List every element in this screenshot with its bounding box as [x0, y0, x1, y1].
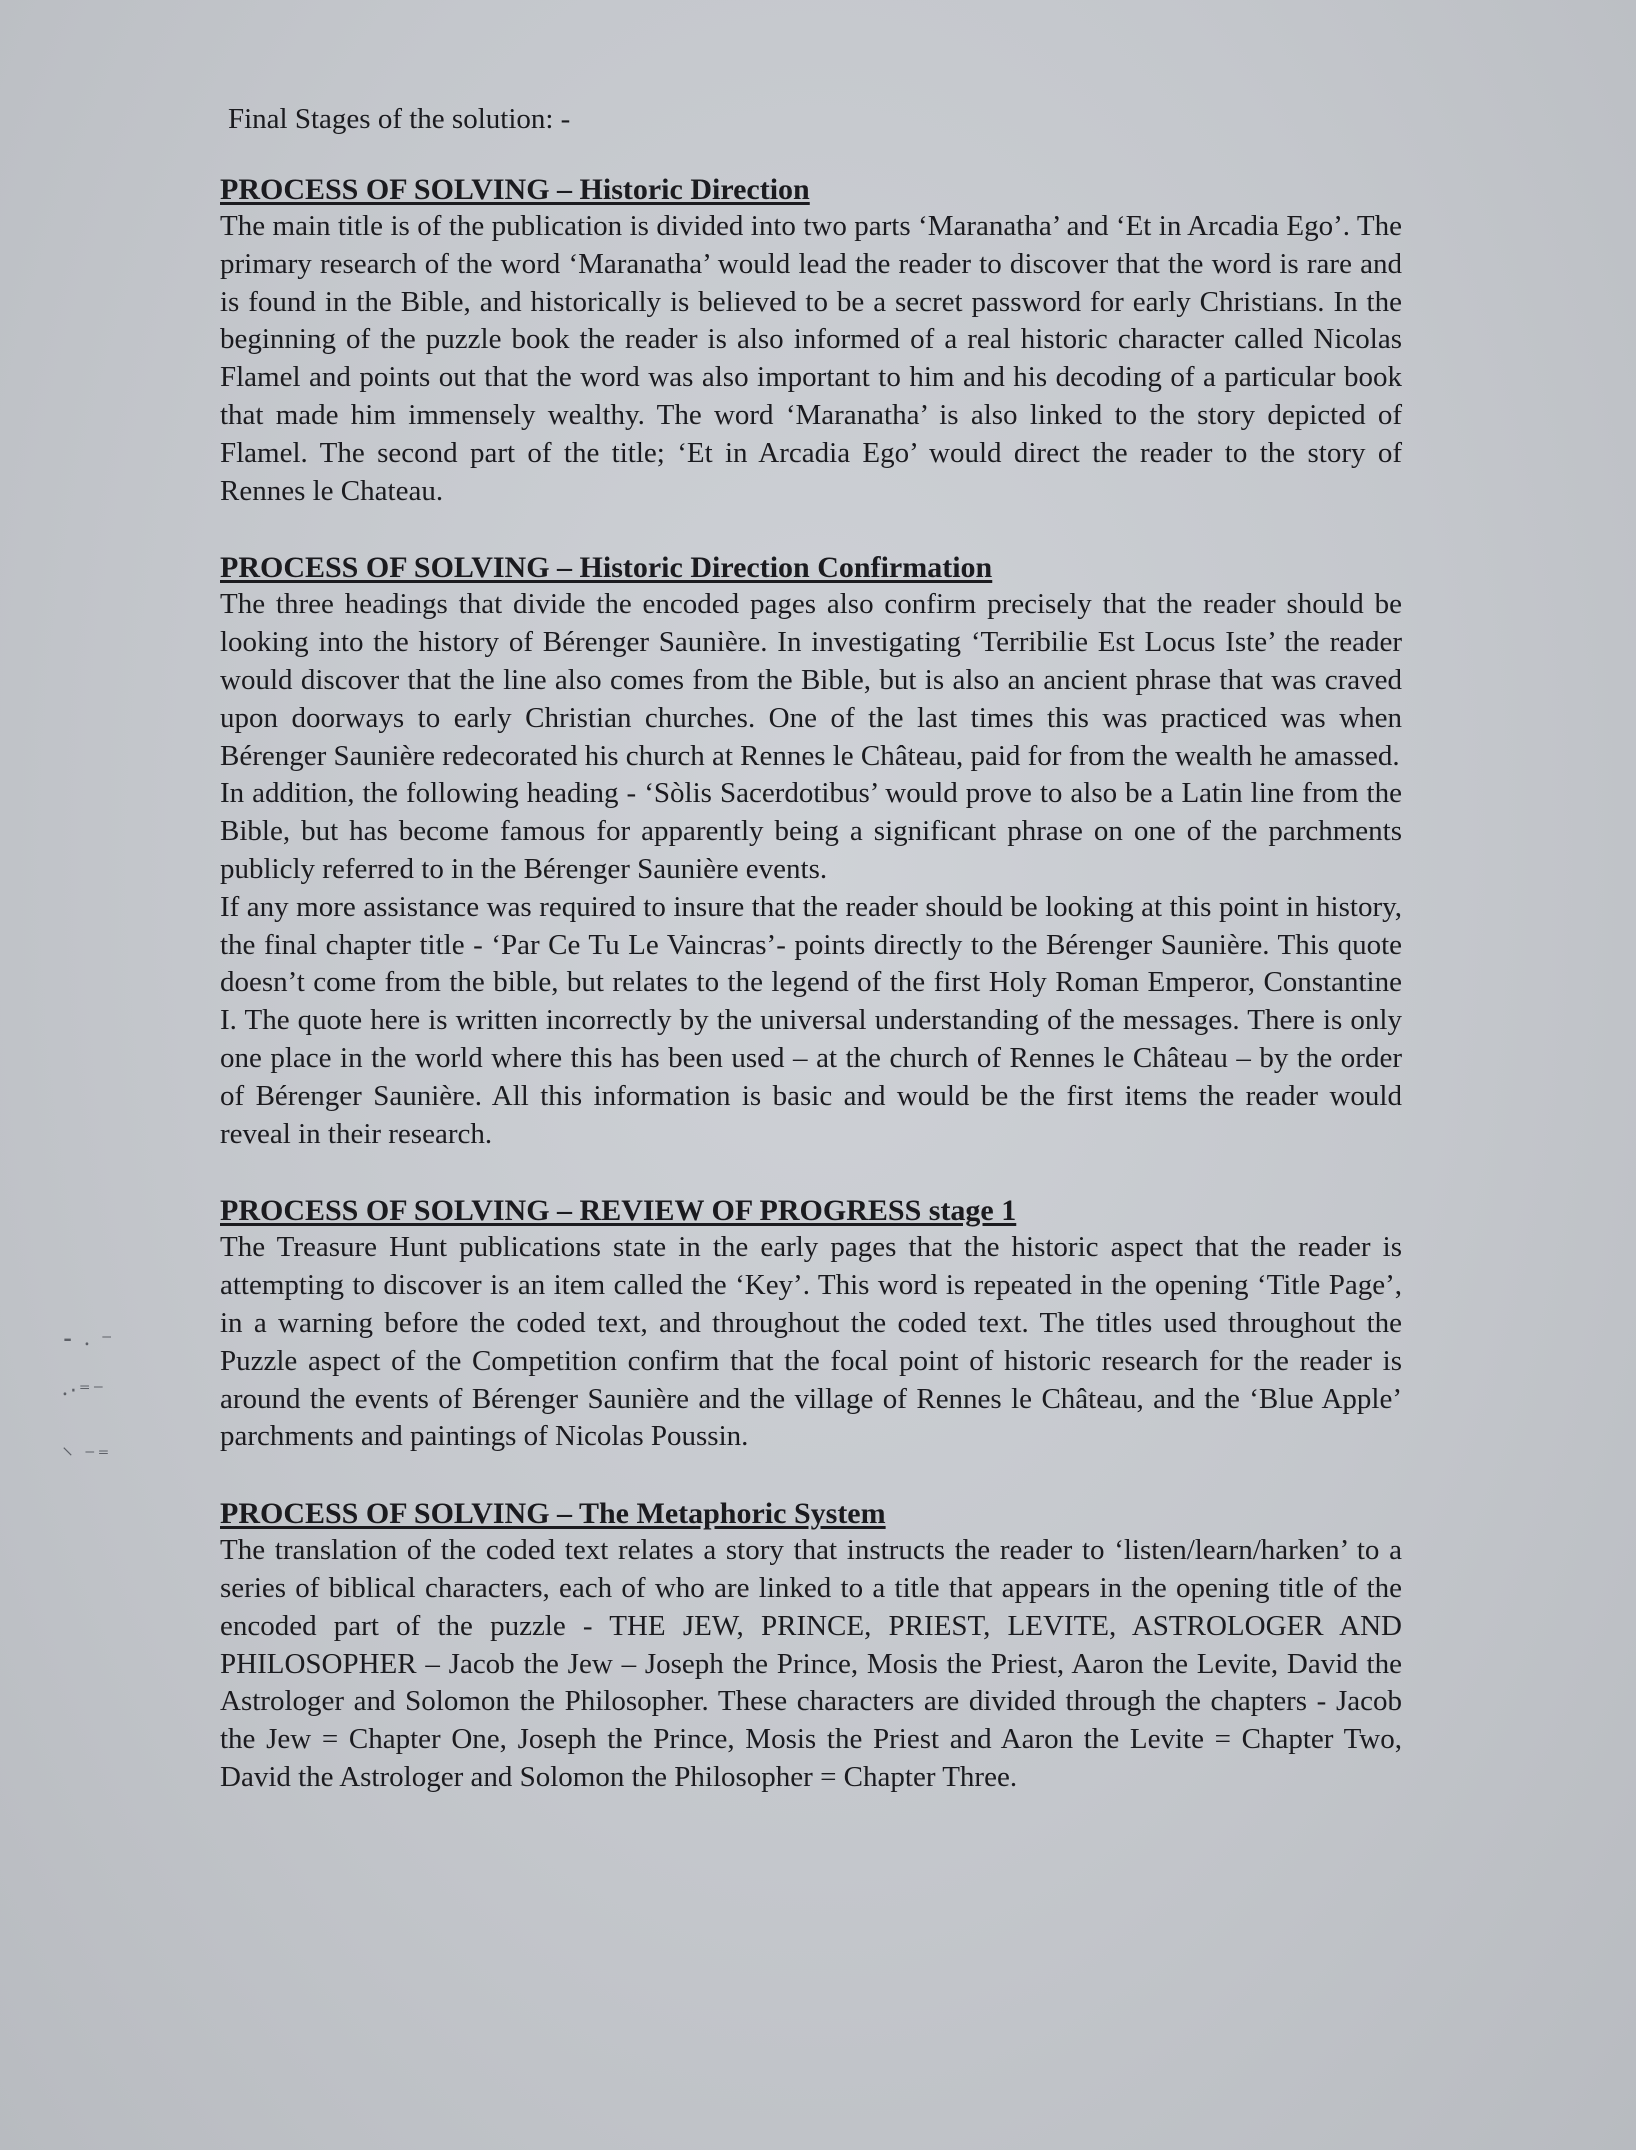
section-paragraph: The translation of the coded text relates a story that instructs the reader to ‘listen/learn/harken’ to a series of biblical characters, each of who are linked to a title that appears in the opening title of the encoded part of the puzzle - THE JEW, PRINCE, PRIEST, LEVITE, ASTROLOGER AND PHILOSOPHER – Jacob the Jew – Joseph the Prince, Mosis the Priest, Aaron the Levite, David the Astrologer and Solomon the Philosopher. These characters are divided through the chapters - Jacob the Jew = Chapter One, Joseph the Prince, Mosis the Priest and Aaron the Levite = Chapter Two, David the Astrologer and Solomon the Philosopher = Chapter Three.	[220, 1534, 1402, 1793]
section-paragraph: The Treasure Hunt publications state in the early pages that the historic aspect that the reader is attempting to discover is an item called the ‘Key’. This word is repeated in the opening ‘Title Page’, in a warning before the coded text, and throughout the coded text. The titles used throughout the Puzzle aspect of the Competition confirm that the focal point of historic research for the reader is around the events of Bérenger Saunière and the village of Rennes le Château, and the ‘Blue Apple’ parchments and paintings of Nicolas Poussin.	[220, 1231, 1402, 1453]
section-historic-direction-confirmation	[220, 550, 1402, 1153]
section-review-of-progress	[220, 1193, 1402, 1456]
margin-smudge-mark: ⁃ ⸳ ⁻	[62, 1329, 115, 1354]
intro-line: Final Stages of the solution: -	[228, 103, 571, 135]
margin-smudge-mark: ⸌ ⁻⁼	[62, 1444, 112, 1469]
section-heading: PROCESS OF SOLVING – Historic Direction Confirmation	[220, 551, 993, 585]
section-heading: PROCESS OF SOLVING – REVIEW OF PROGRESS stage 1	[220, 1194, 1017, 1228]
section-metaphoric-system	[220, 1496, 1402, 1797]
section-paragraph: The three headings that divide the encoded pages also confirm precisely that the reader should be looking into the history of Bérenger Saunière. In investigating ‘Terribilie Est Locus Iste’ the reader would discover that the line also comes from the Bible, but is also an ancient phrase that was craved upon doorways to early Christian churches. One of the last times this was practiced was when Bérenger Saunière redecorated his church at Rennes le Château, paid for from the wealth he amassed.	[220, 588, 1402, 772]
section-heading: PROCESS OF SOLVING – The Metaphoric System	[220, 1497, 886, 1531]
document-page	[220, 100, 1402, 1837]
section-heading: PROCESS OF SOLVING – Historic Direction	[220, 173, 810, 206]
section-paragraph: If any more assistance was required to insure that the reader should be looking at this point in history, the final chapter title - ‘Par Ce Tu Le Vaincras’- points directly to the Bérenger Saunière. This quote doesn’t come from the bible, but relates to the legend of the first Holy Roman Emperor, Constantine I. The quote here is written incorrectly by the universal understanding of the messages. There is only one place in the world where this has been used – at the church of Rennes le Château – by the order of Bérenger Saunière. All this information is basic and would be the first items the reader would reveal in their research.	[220, 890, 1402, 1150]
section-paragraph: The main title is of the publication is divided into two parts ‘Maranatha’ and ‘Et in Arcadia Ego’. The primary research of the word ‘Maranatha’ would lead the reader to discover that the word is rare and is found in the Bible, and historically is believed to be a secret password for early Christians. In the beginning of the puzzle book the reader is also informed of a real historic character called Nicolas Flamel and points out that the word was also important to him and his decoding of a particular book that made him immensely wealthy. The word ‘Maranatha’ is also linked to the story depicted of Flamel. The second part of the title; ‘Et in Arcadia Ego’ would direct the reader to the story of Rennes le Chateau.	[220, 210, 1402, 507]
margin-smudge-mark: ⸳·⁼⁻	[62, 1379, 107, 1404]
section-historic-direction	[220, 172, 1402, 510]
section-paragraph: In addition, the following heading - ‘Sòlis Sacerdotibus’ would prove to also be a Latin line from the Bible, but has become famous for apparently being a significant phrase on one of the parchments publicly referred to in the Bérenger Saunière events.	[220, 777, 1402, 885]
